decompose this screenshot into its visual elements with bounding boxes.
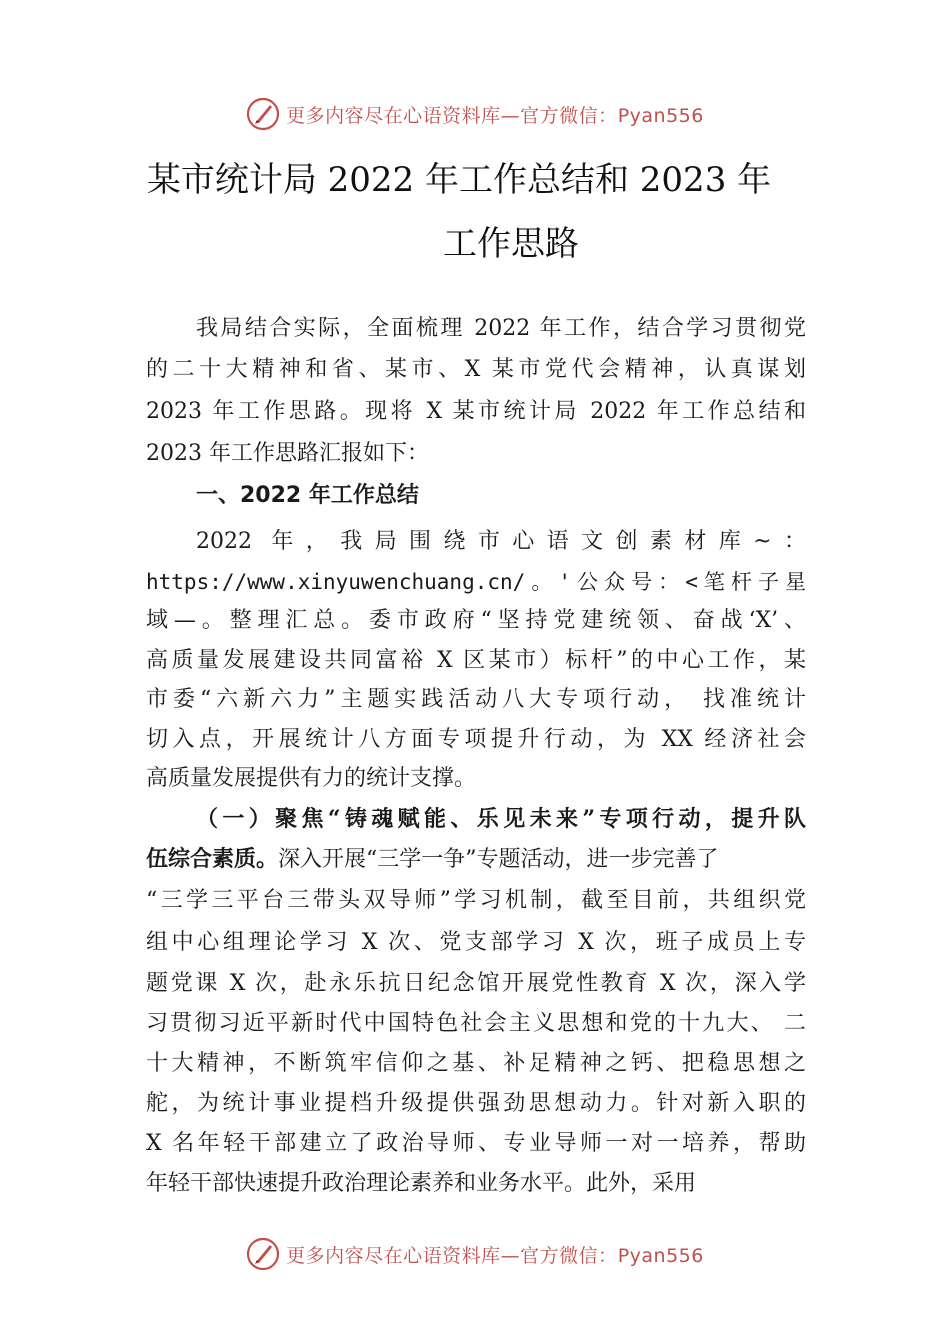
section-heading-1: 一、2022 年工作总结 — [196, 483, 419, 508]
subsection1-line-1 — [146, 843, 806, 875]
section1-line-6: 切入点，开展统计八方面专项提升行动，为 XX 经济社会 — [146, 727, 806, 752]
intro-line-3: 2023 年工作思路。现将 X 某市统计局 2022 年工作总结和 — [146, 399, 806, 424]
subsection1-line-4: 题党课 X 次，赴永乐抗日纪念馆开展党性教育 X 次，深入学 — [146, 971, 806, 996]
subsection1-line-8: X 名年轻干部建立了政治导师、专业导师一对一培养，帮助 — [146, 1131, 806, 1156]
quill-logo-icon — [246, 97, 280, 131]
subsection1-heading: （一）聚焦“铸魂赋能、乐见未来”专项行动，提升队 — [196, 806, 806, 832]
subsection1-line-6: 十大精神，不断筑牢信仰之基、补足精神之钙、把稳思想之 — [146, 1051, 806, 1076]
section1-line-4: 高质量发展建设共同富裕 X 区某市）标杆”的中心工作，某 — [146, 648, 806, 673]
subsection1-line-9: 年轻干部快速提升政治理论素养和业务水平。此外，采用 — [146, 1171, 697, 1196]
intro-line-4: 2023 年工作思路汇报如下： — [146, 441, 429, 466]
watermark-top — [0, 96, 950, 132]
section1-line-2: https://www.xinyuwenchuang.cn/。'公众号：<笔杆子星 — [146, 570, 806, 594]
document-title-line2: 工作思路 — [443, 224, 579, 264]
section1-line-7: 高质量发展提供有力的统计支撑。 — [146, 766, 477, 791]
subsection1-line-3: 组中心组理论学习 X 次、党支部学习 X 次，班子成员上专 — [146, 930, 806, 955]
intro-line-1: 我局结合实际，全面梳理 2022 年工作，结合学习贯彻党 — [196, 316, 806, 341]
subsection1-line-5: 习贯彻习近平新时代中国特色社会主义思想和党的十九大、 二 — [146, 1011, 806, 1036]
section1-line-3: 域—。整理汇总。委市政府“坚持党建统领、奋战‘X’、 — [146, 608, 806, 633]
watermark-text: 更多内容尽在心语资料库—官方微信：Pyan556 — [286, 104, 704, 127]
subsection1-heading-cont: 伍综合素质。 — [146, 846, 279, 872]
watermark-text: 更多内容尽在心语资料库—官方微信：Pyan556 — [286, 1244, 704, 1267]
section1-line-1: 2022 年，我局围绕市心语文创素材库~： — [196, 529, 806, 554]
watermark-bottom — [0, 1236, 950, 1272]
section1-line-5: 市委“六新六力”主题实践活动八大专项行动， 找准统计 — [146, 687, 806, 712]
subsection1-line-2: “三学三平台三带头双导师”学习机制，截至目前，共组织党 — [146, 888, 806, 913]
subsection1-text: 深入开展“三学一争”专题活动，进一步完善了 — [278, 847, 719, 872]
intro-line-2: 的二十大精神和省、某市、X 某市党代会精神，认真谋划 — [146, 357, 806, 382]
quill-logo-icon — [246, 1237, 280, 1271]
document-title-line1: 某市统计局 2022 年工作总结和 2023 年 — [146, 160, 772, 200]
subsection1-line-7: 舵，为统计事业提档升级提供强劲思想动力。针对新入职的 — [146, 1091, 806, 1116]
